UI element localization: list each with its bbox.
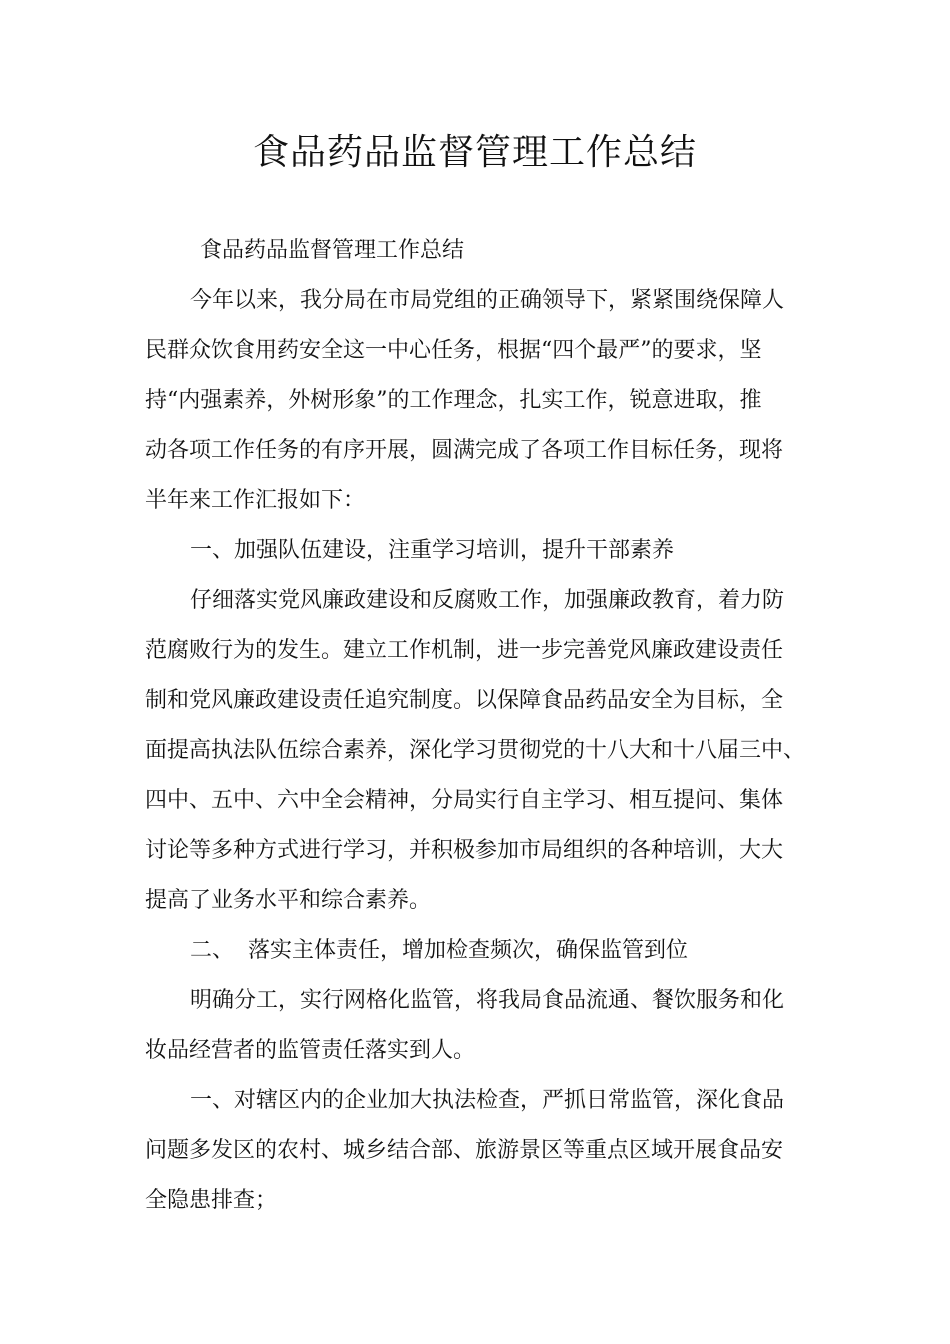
document-title: 食品药品监督管理工作总结 [252, 132, 697, 173]
paragraph-line: 范腐败行为的发生。建立工作机制，进一步完善党风廉政建设责任 [145, 638, 784, 663]
paragraph-line: 仔细落实党风廉政建设和反腐败工作，加强廉政教育，着力防 [190, 588, 785, 613]
paragraph-line: 今年以来，我分局在市局党组的正确领导下，紧紧围绕保障人 [190, 288, 785, 313]
paragraph-line: 面提高执法队伍综合素养，深化学习贯彻党的十八大和十八届三中、 [145, 738, 806, 763]
section-heading: 一、加强队伍建设，注重学习培训，提升干部素养 [190, 538, 675, 563]
paragraph-line: 持“内强素养，外树形象”的工作理念，扎实工作，锐意进取，推 [145, 388, 762, 413]
section-heading: 二、 落实主体责任，增加检查频次，确保监管到位 [190, 938, 688, 963]
paragraph-line: 讨论等多种方式进行学习，并积极参加市局组织的各种培训，大大 [145, 838, 784, 863]
paragraph-line: 四中、五中、六中全会精神，分局实行自主学习、相互提问、集体 [145, 788, 784, 813]
paragraph-line: 一、对辖区内的企业加大执法检查，严抓日常监管，深化食品 [190, 1088, 785, 1113]
subtitle-line: 食品药品监督管理工作总结 [200, 238, 465, 263]
paragraph-line: 半年来工作汇报如下： [145, 488, 366, 513]
paragraph-line: 全隐患排查； [145, 1188, 278, 1213]
paragraph-line: 问题多发区的农村、城乡结合部、旅游景区等重点区域开展食品安 [145, 1138, 784, 1163]
paragraph-line: 妆品经营者的监管责任落实到人。 [145, 1038, 476, 1063]
paragraph-line: 提高了业务水平和综合素养。 [145, 888, 432, 913]
paragraph-line: 民群众饮食用药安全这一中心任务，根据“四个最严”的要求，坚 [145, 338, 762, 363]
paragraph-line: 明确分工，实行网格化监管，将我局食品流通、餐饮服务和化 [190, 988, 785, 1013]
paragraph-line: 动各项工作任务的有序开展，圆满完成了各项工作目标任务，现将 [145, 438, 784, 463]
document-body [145, 226, 825, 1226]
paragraph-line: 制和党风廉政建设责任追究制度。以保障食品药品安全为目标，全 [145, 688, 784, 713]
